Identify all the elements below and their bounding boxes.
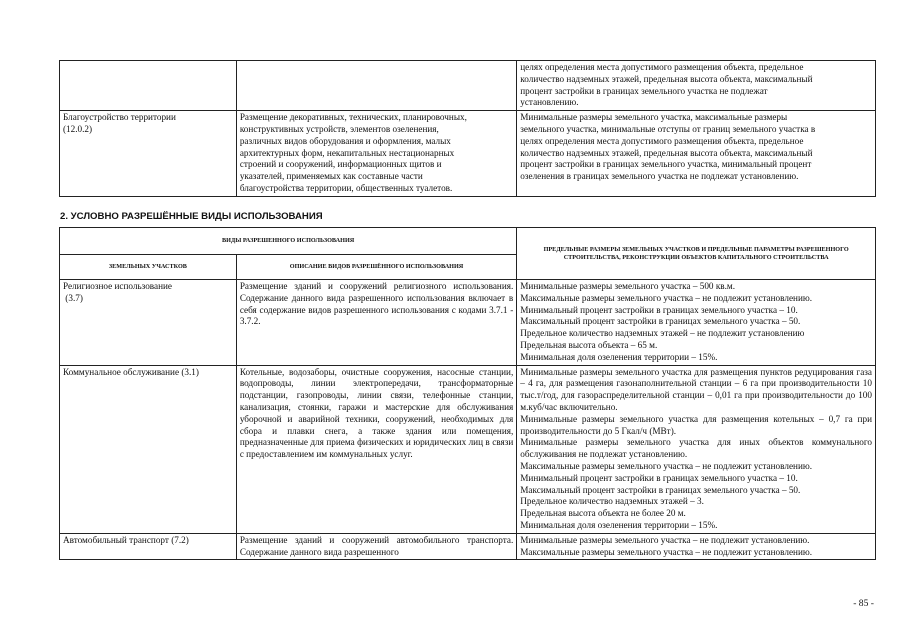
table-cell <box>60 61 237 111</box>
description-cell: Размещение зданий и сооружений религиозного использования. Содержание данного вида разрешенного использования включает в себя содержание видов разрешенного использования с кодами 3.7.1 - 3.7.2. <box>236 280 516 366</box>
cell-line: благоустройства территории, общественных туалетов. <box>239 182 453 193</box>
cell-line: Минимальные размеры земельного участка – 500 кв.м. <box>520 281 736 291</box>
cell-line: Религиозное использование <box>63 281 173 291</box>
header-description-cell: ОПИСАНИЕ ВИДОВ РАЗРЕШЁННОГО ИСПОЛЬЗОВАНИЯ <box>236 255 516 280</box>
parameters-cell <box>517 365 876 533</box>
land-use-name-cell <box>60 365 237 533</box>
cell-line: установлению. <box>520 97 579 108</box>
description-cell <box>236 111 516 197</box>
land-use-name-cell <box>60 533 237 560</box>
parameters-cell <box>517 111 876 197</box>
description-cell: Котельные, водозаборы, очистные сооружения, насосные станции, водопроводы, линии электропередачи, трансформаторные подстанции, газопроводы, линии связи, телефонные станции, канализация, стоянки, гаражи и мастерские для обслуживания уборочной и аварийной техники, сооружений, необходимых для сбора и плавки снега, а также здания или помещения, предназначенные для приема физических и юридических лиц в связи с предоставлением им коммунальных услуг. <box>236 365 516 533</box>
cell-line: Максимальные размеры земельного участка – не подлежит установлению. <box>520 546 813 557</box>
table-row <box>60 111 876 197</box>
cell-line: Коммунальное обслуживание (3.1) <box>63 366 199 377</box>
cell-line: целях определения места допустимого размещения объекта, предельное <box>520 135 804 146</box>
cell-line: Максимальный процент застройки в границах земельного участка – 50. <box>520 316 801 327</box>
table-row <box>60 61 876 111</box>
land-use-name-cell <box>60 111 237 197</box>
cell-line: Благоустройство территории <box>63 112 176 123</box>
cell-para: Минимальная доля озеленения территории – 15%. <box>520 519 718 530</box>
cell-line: количество надземных этажей, предельная высота объекта, максимальный <box>520 147 813 158</box>
cell-line: (3.7) <box>63 292 83 303</box>
cell-para: Предельное количество надземных этажей – 3. <box>520 496 704 507</box>
cell-para: Минимальные размеры земельного участка для иных объектов коммунального обслуживания не подлежат установлению. <box>520 437 872 460</box>
land-use-name-cell <box>60 280 237 366</box>
table-cell <box>236 61 516 111</box>
cell-line: архитектурных форм, некапитальных нестационарных <box>239 147 455 158</box>
header-land-cell: ЗЕМЕЛЬНЫХ УЧАСТКОВ <box>60 255 237 280</box>
table-row <box>60 280 876 366</box>
cell-line: конструктивных устройств, элементов озеленения, <box>239 123 439 134</box>
cell-para: Минимальный процент застройки в границах земельного участка – 10. <box>520 472 798 483</box>
cell-line: Предельная высота объекта – 65 м. <box>520 339 658 350</box>
description-cell: Размещение зданий и сооружений автомобильного транспорта. Содержание данного вида разрешенного <box>236 533 516 560</box>
cell-line: строений и сооружений, информационных щитов и <box>239 159 442 170</box>
table-header-row <box>60 228 876 255</box>
cell-line: Минимальные размеры земельного участка – не подлежит установлению. <box>520 534 810 545</box>
cell-line: Минимальная доля озеленения территории – 15%. <box>520 351 718 362</box>
cell-para: Минимальные размеры земельного участка для размещения пунктов редуцирования газа – 4 га, для размещения газонаполнительной станции – 6 га при производительности 10 тыс.т/год, для газораспределительной станции – 0,01 га при производительности до 100 м.куб/час включительно. <box>520 366 872 412</box>
cell-line: процент застройки в границах земельного участка не подлежат <box>520 85 768 96</box>
table-cell <box>517 61 876 111</box>
cell-line: Максимальные размеры земельного участка – не подлежит установлению. <box>520 292 813 303</box>
parameters-cell <box>517 280 876 366</box>
cell-para: Максимальные размеры земельного участка – не подлежит установлению. <box>520 460 813 471</box>
top-table-continuation <box>59 60 876 197</box>
cell-line: различных видов оборудования и оформления, малых <box>239 135 451 146</box>
cell-line: (12.0.2) <box>63 123 93 134</box>
cell-line: Размещение декоративных, технических, планировочных, <box>239 112 467 123</box>
cell-line: количество надземных этажей, предельная высота объекта, максимальный <box>520 73 813 84</box>
cell-line: Минимальный процент застройки в границах земельного участка – 10. <box>520 304 798 315</box>
header-group-cell: ВИДЫ РАЗРЕШЕННОГО ИСПОЛЬЗОВАНИЯ <box>60 228 517 255</box>
cell-para: Предельная высота объекта не более 20 м. <box>520 508 686 519</box>
page-number: - 85 - <box>853 598 874 609</box>
header-parameters-cell: ПРЕДЕЛЬНЫЕ РАЗМЕРЫ ЗЕМЕЛЬНЫХ УЧАСТКОВ И ПРЕДЕЛЬНЫЕ ПАРАМЕТРЫ РАЗРЕШЕННОГО СТРОИТЕЛЬСТВА, РЕКОНСТРУКЦИИ ОБЪЕКТОВ КАПИТАЛЬНОГО СТРОИТЕЛЬСТВА <box>517 228 876 280</box>
section-title: 2. УСЛОВНО РАЗРЕШЁННЫЕ ВИДЫ ИСПОЛЬЗОВАНИЯ <box>60 211 323 222</box>
cell-line: земельного участка, минимальные отступы от границ земельного участка в <box>520 123 816 134</box>
cell-line: Автомобильный транспорт (7.2) <box>63 534 189 545</box>
parameters-cell <box>517 533 876 560</box>
table-row <box>60 533 876 560</box>
table-row <box>60 365 876 533</box>
cell-para: Минимальные размеры земельного участка для размещения котельных – 0,7 га при производительности до 5 Гкал/ч (МВт). <box>520 413 872 436</box>
cell-line: процент застройки в границах земельного участка, минимальный процент <box>520 159 812 170</box>
cell-para: Максимальный процент застройки в границах земельного участка – 50. <box>520 484 801 495</box>
cell-line: Минимальные размеры земельного участка, максимальные размеры <box>520 112 788 123</box>
cell-line: озеленения в границах земельного участка не подлежат установлению. <box>520 171 799 182</box>
cell-line: Предельное количество надземных этажей – не подлежит установлению <box>520 328 805 339</box>
cell-line: целях определения места допустимого размещения объекта, предельное <box>520 62 804 72</box>
conditional-uses-table <box>59 227 876 560</box>
cell-line: указателей, применяемых как составные части <box>239 171 423 182</box>
